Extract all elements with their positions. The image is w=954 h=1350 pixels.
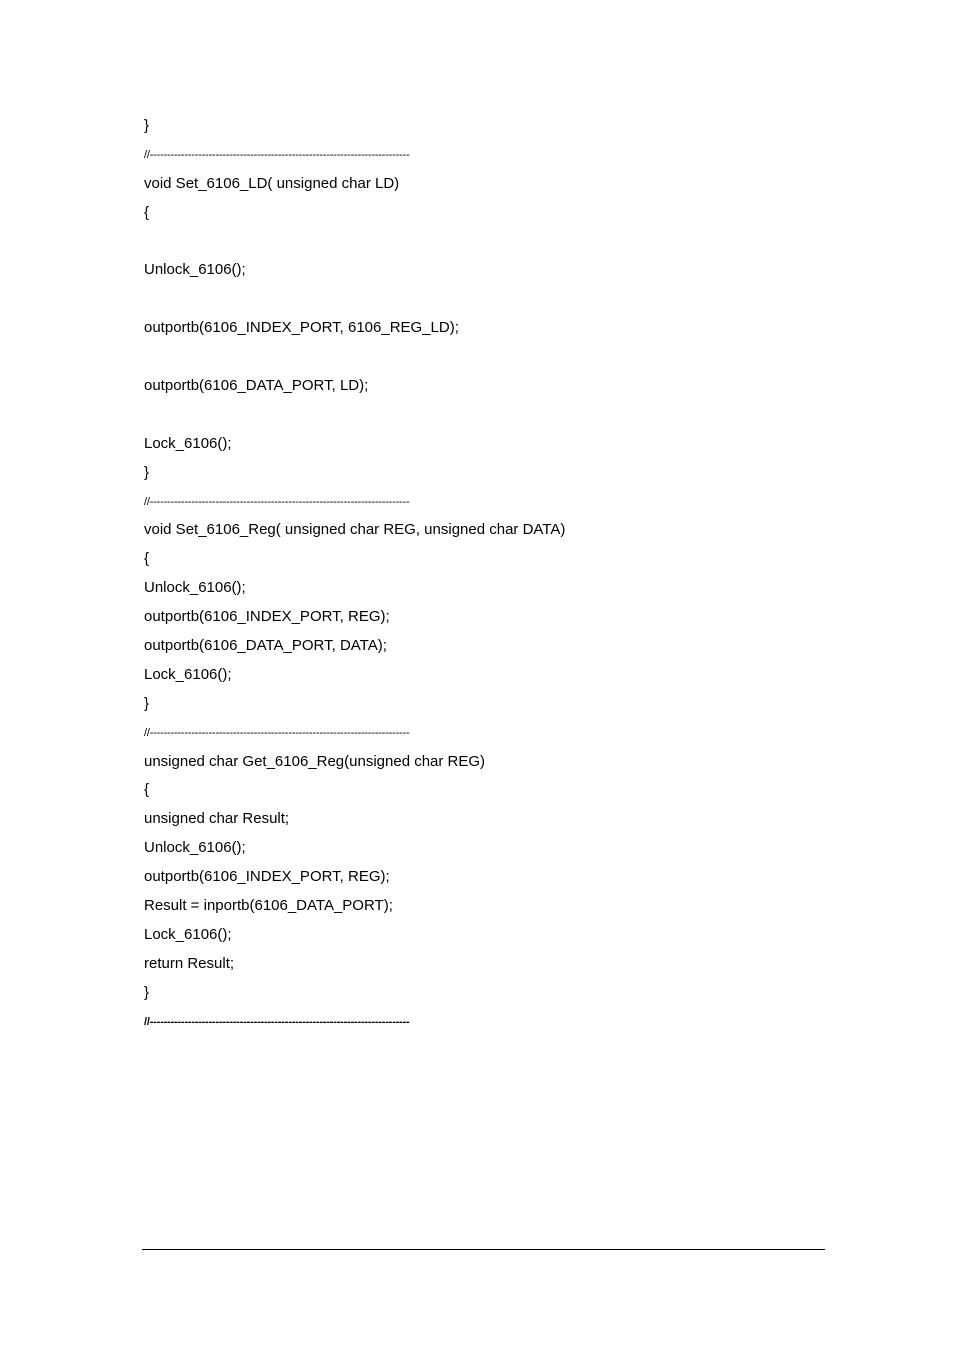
code-line: outportb(6106_INDEX_PORT, 6106_REG_LD); xyxy=(144,319,459,337)
code-line: { xyxy=(144,203,150,221)
code-line: outportb(6106_DATA_PORT, LD); xyxy=(144,377,369,395)
comment-separator: //--------------------------------------------------------------------------- xyxy=(144,148,410,161)
code-line: Unlock_6106(); xyxy=(144,839,246,857)
code-line: void Set_6106_LD( unsigned char LD) xyxy=(144,174,400,192)
footer-rule xyxy=(142,1249,825,1250)
code-line: } xyxy=(144,983,150,1001)
code-line: Unlock_6106(); xyxy=(144,261,246,279)
code-line: { xyxy=(144,781,150,799)
code-line: } xyxy=(144,117,150,134)
code-line: return Result; xyxy=(144,954,235,972)
code-line: Result = inportb(6106_DATA_PORT); xyxy=(144,897,393,915)
code-line: void Set_6106_Reg( unsigned char REG, unsigned char DATA) xyxy=(144,521,566,539)
comment-separator-bold: //--------------------------------------------------------------------------- xyxy=(144,1015,410,1028)
code-line: Lock_6106(); xyxy=(144,434,232,452)
blank-line xyxy=(144,289,844,309)
code-line: } xyxy=(144,694,150,712)
code-line: Lock_6106(); xyxy=(144,925,232,943)
blank-line xyxy=(144,405,844,425)
code-line: Unlock_6106(); xyxy=(144,579,246,597)
code-line: outportb(6106_INDEX_PORT, REG); xyxy=(144,868,390,886)
comment-separator: //--------------------------------------------------------------------------- xyxy=(144,726,410,739)
code-line: outportb(6106_DATA_PORT, DATA); xyxy=(144,637,387,655)
code-line: outportb(6106_INDEX_PORT, REG); xyxy=(144,608,390,626)
code-line: } xyxy=(144,463,150,481)
code-listing xyxy=(144,116,844,1041)
code-line: Lock_6106(); xyxy=(144,665,232,683)
comment-separator: //--------------------------------------------------------------------------- xyxy=(144,495,410,508)
blank-line xyxy=(144,347,844,367)
code-line: { xyxy=(144,550,150,568)
code-line: unsigned char Get_6106_Reg(unsigned char REG) xyxy=(144,752,486,770)
blank-line xyxy=(144,232,844,252)
code-line: unsigned char Result; xyxy=(144,810,290,828)
